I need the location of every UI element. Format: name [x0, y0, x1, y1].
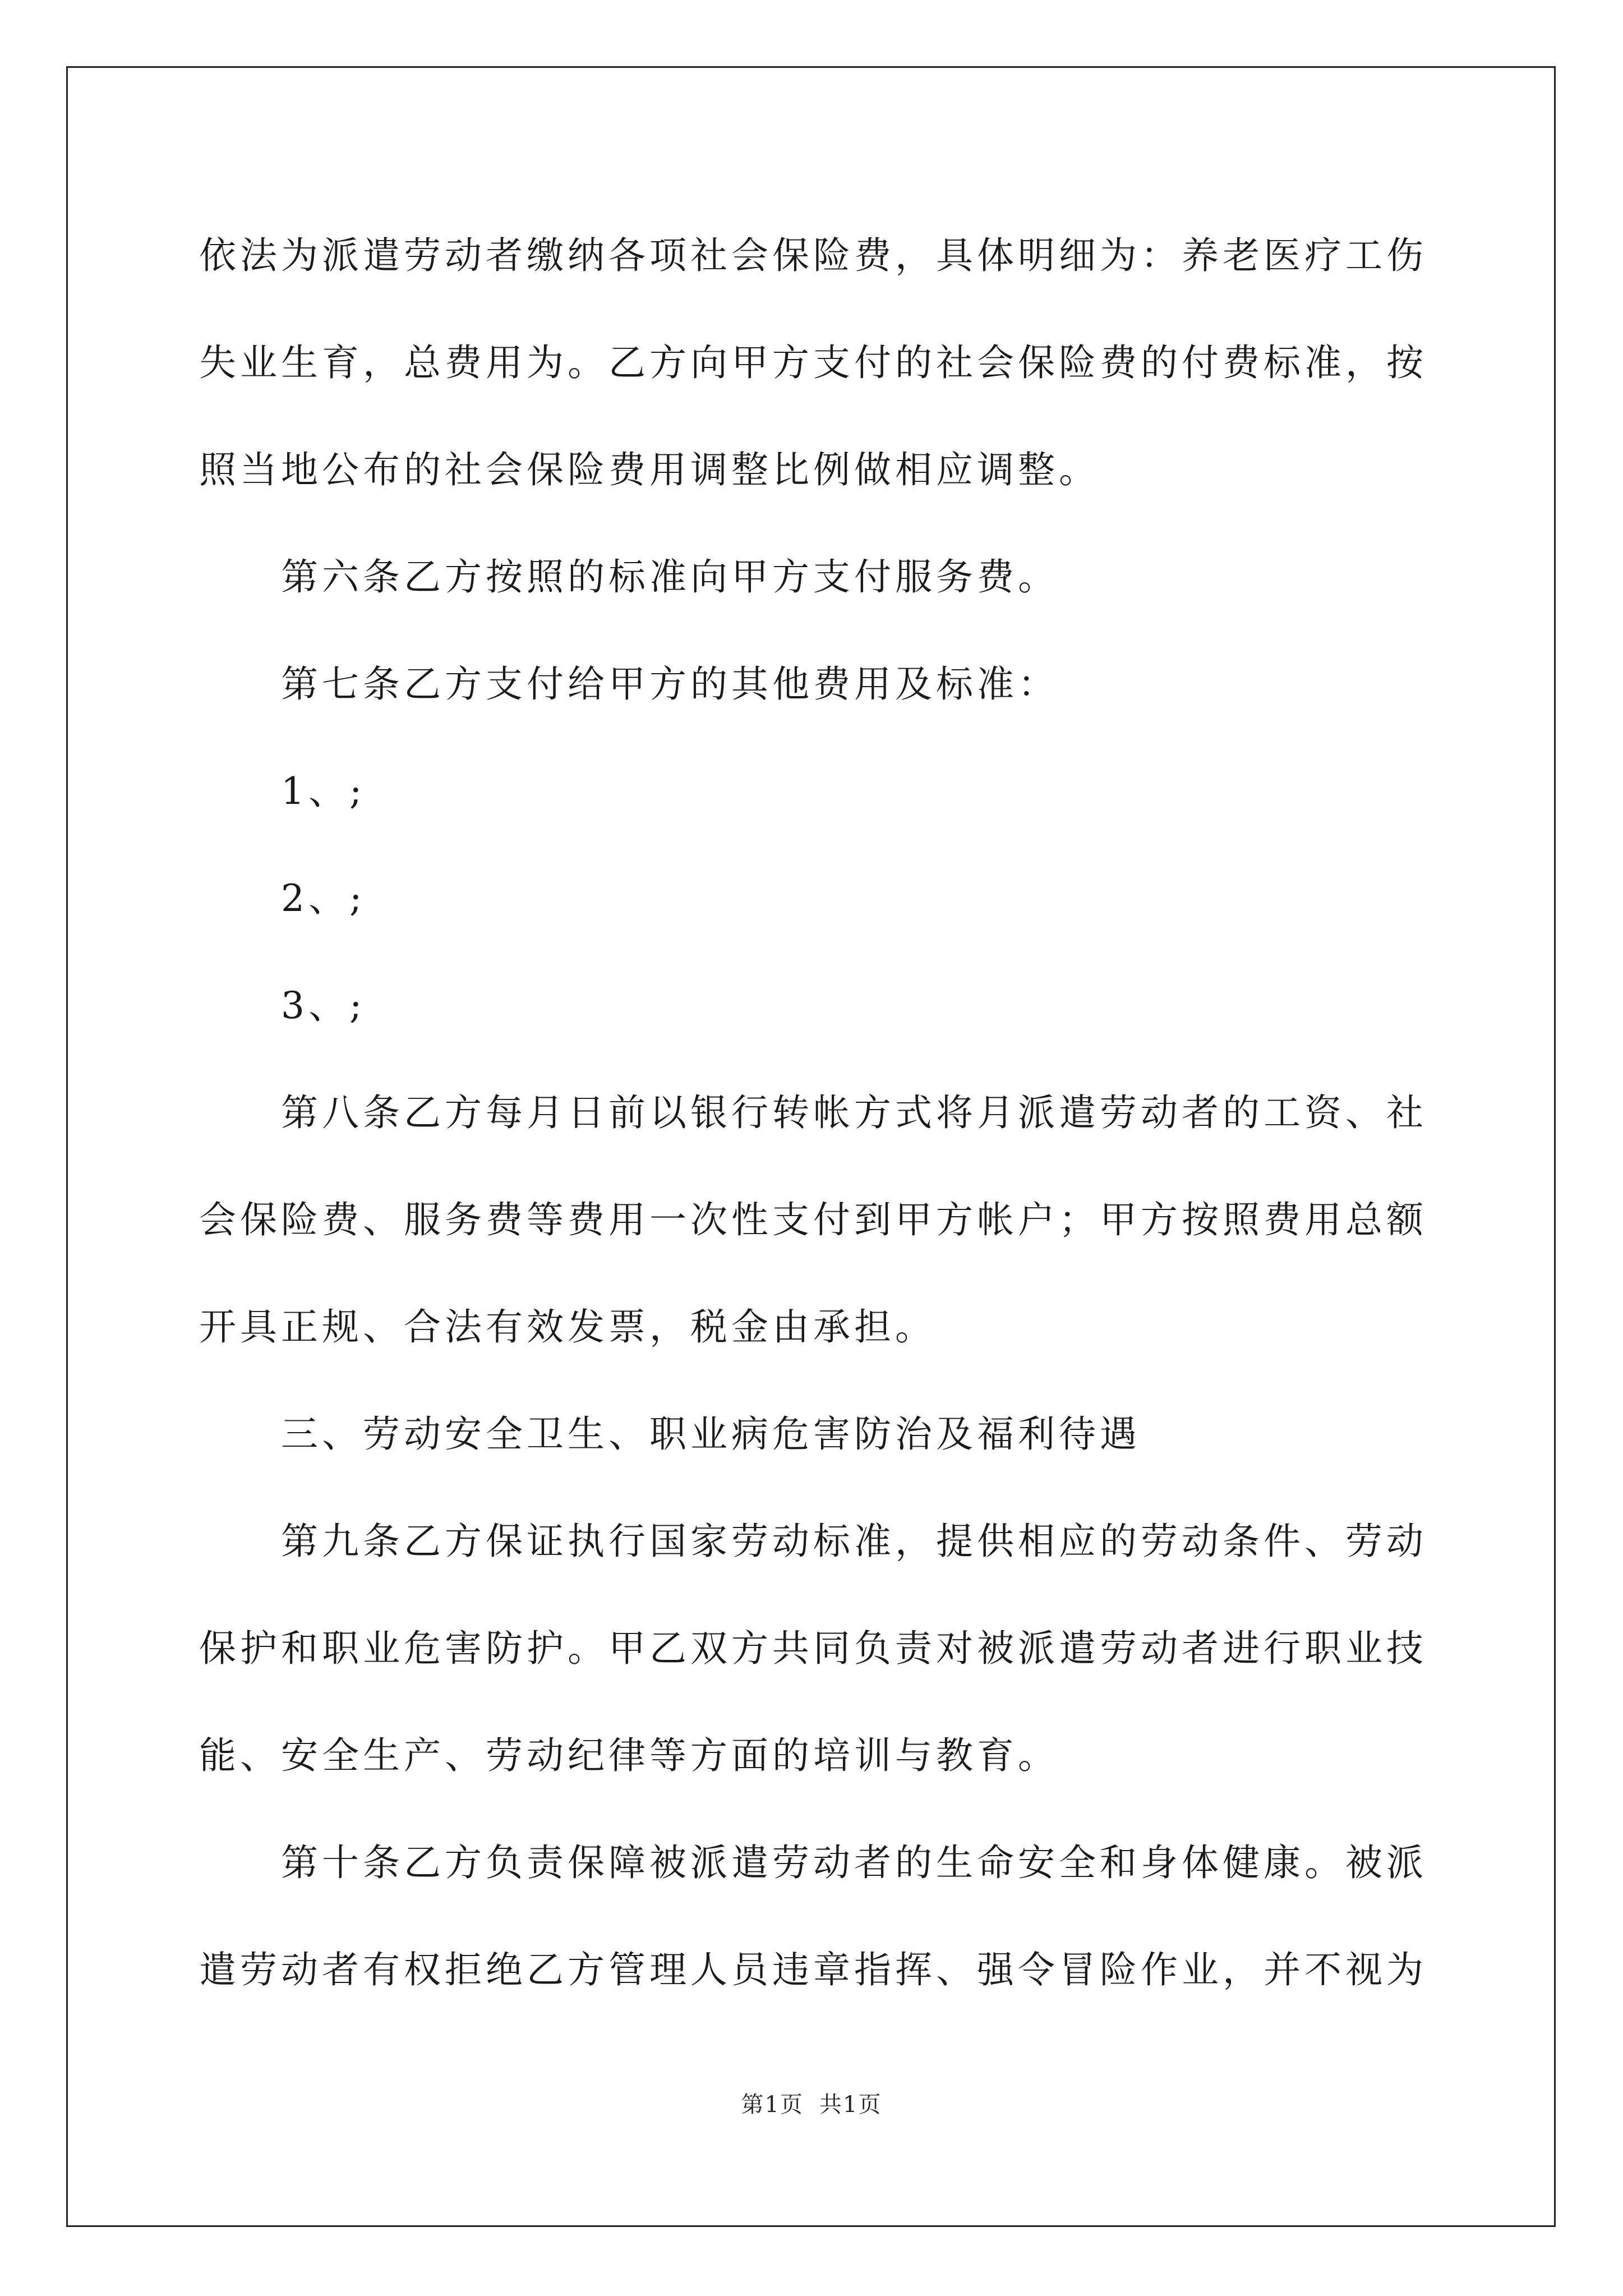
article-8: 第八条乙方每月日前以银行转帐方式将月派遣劳动者的工资、社	[281, 1091, 1427, 1134]
article-7: 第七条乙方支付给甲方的其他费用及标准：	[281, 662, 1059, 706]
body-line: 遣劳动者有权拒绝乙方管理人员违章指挥、强令冒险作业，并不视为	[199, 1948, 1427, 1991]
page-footer	[0, 2087, 1623, 2119]
body-line: 保护和职业危害防护。甲乙双方共同负责对被派遣劳动者进行职业技	[199, 1627, 1427, 1670]
body-line: 能、安全生产、劳动纪律等方面的培训与教育。	[199, 1734, 1059, 1777]
list-item-3: 3、;	[281, 984, 366, 1027]
body-line: 开具正规、合法有效发票，税金由承担。	[199, 1305, 936, 1349]
document-body	[199, 202, 1433, 2023]
body-line: 依法为派遣劳动者缴纳各项社会保险费，具体明细为：养老医疗工伤	[199, 234, 1427, 277]
list-item-1: 1、;	[281, 770, 366, 813]
page-number: 第1页	[741, 2092, 804, 2118]
body-line: 失业生育，总费用为。乙方向甲方支付的社会保险费的付费标准，按	[199, 341, 1427, 384]
list-item-2: 2、;	[281, 877, 366, 920]
article-9: 第九条乙方保证执行国家劳动标准，提供相应的劳动条件、劳动	[281, 1520, 1427, 1563]
body-line: 照当地公布的社会保险费用调整比例做相应调整。	[199, 448, 1100, 491]
section-heading: 三、劳动安全卫生、职业病危害防治及福利待遇	[281, 1412, 1141, 1456]
article-10: 第十条乙方负责保障被派遣劳动者的生命安全和身体健康。被派	[281, 1841, 1427, 1884]
page-total: 共1页	[819, 2092, 882, 2118]
body-line: 会保险费、服务费等费用一次性支付到甲方帐户；甲方按照费用总额	[199, 1198, 1427, 1241]
article-6: 第六条乙方按照的标准向甲方支付服务费。	[281, 555, 1059, 599]
